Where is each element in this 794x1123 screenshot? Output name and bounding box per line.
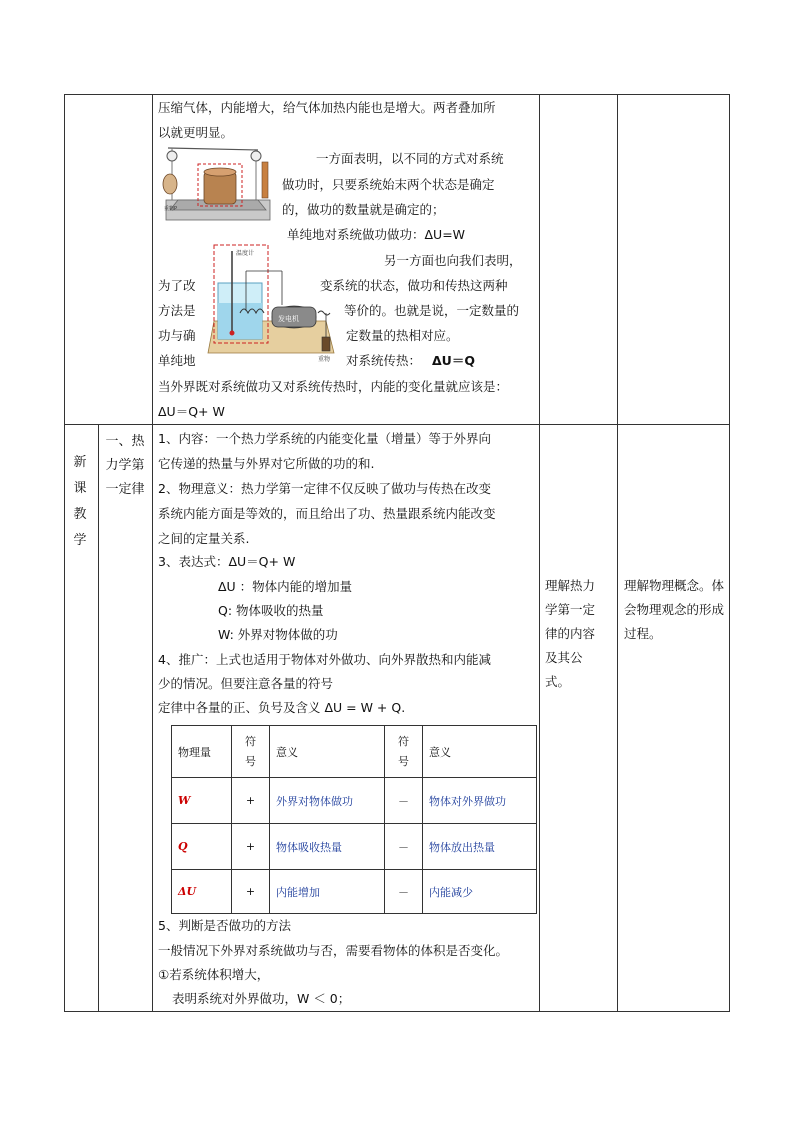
design-intent: 理解物理概念。体会物理观念的形成过程。 — [624, 578, 725, 641]
content-line: 3、表达式：ΔU＝Q+ W — [158, 554, 296, 569]
grid-line-v3 — [539, 94, 540, 1012]
top-text-line: 为了改 — [158, 278, 196, 293]
top-text-line: 对系统传热： — [346, 353, 422, 368]
top-text-line: 方法是 — [158, 303, 196, 318]
header-cell: 符号 — [385, 726, 423, 778]
header-cell: 意义 — [270, 726, 385, 778]
header-cell: 物理量 — [172, 726, 232, 778]
meaning-cell: 物体吸收热量 — [270, 824, 385, 870]
weight-p-label: 重物P — [164, 206, 178, 212]
top-text-line: 压缩气体，内能增大，给气体加热内能也是增大。两者叠加所 — [158, 100, 496, 115]
content-line: 之间的定量关系. — [158, 531, 250, 546]
top-text-line: 的，做功的数量就是确定的； — [282, 202, 445, 217]
grid-line-h1 — [64, 424, 730, 425]
top-text-line: 一方面表明，以不同的方式对系统 — [316, 151, 504, 166]
joule-weight-apparatus-figure — [158, 142, 278, 228]
header-cell: 意义 — [423, 726, 537, 778]
meaning-cell: 物体对外界做功 — [423, 778, 537, 824]
quantity-symbol: ΔU — [172, 870, 232, 914]
grid-line-v2 — [152, 94, 153, 1012]
stage-label: 新课教学 — [73, 455, 87, 548]
top-text-line: 单纯地对系统做功做功：ΔU=W — [287, 227, 466, 242]
content-line: 系统内能方面是等效的，而且给出了功、热量跟系统内能改变 — [158, 506, 496, 521]
quantity-symbol: Q — [172, 824, 232, 870]
content-line: 定律中各量的正、负号及含义 ΔU = W + Q. — [158, 700, 406, 715]
content-line: 2、物理意义：热力学第一定律不仅反映了做功与传热在改变 — [158, 481, 491, 496]
top-text-line: 当外界既对系统做功又对系统传热时，内能的变化量就应该是： — [158, 379, 509, 394]
top-text-line: 单纯地 — [158, 353, 196, 368]
sign-cell: + — [232, 824, 270, 870]
quantity-symbol: W — [172, 778, 232, 824]
sign-cell: + — [232, 870, 270, 914]
table-row — [172, 824, 537, 870]
grid-line-v4 — [617, 94, 618, 1012]
student-activity: 理解热力学第一定律的内容及其公式。 — [545, 578, 596, 689]
meaning-cell: 内能减少 — [423, 870, 537, 914]
top-text-line: 功与确 — [158, 328, 196, 343]
weight-label: 重物 — [318, 356, 331, 363]
sign-cell: － — [385, 824, 423, 870]
content-line: 5、判断是否做功的方法 — [158, 918, 291, 933]
top-text-line: 做功时，只要系统始末两个状态是确定 — [282, 177, 495, 192]
top-text-line: 等价的。也就是说，一定数量的 — [344, 303, 520, 318]
content-line: 一般情况下外界对系统做功与否，需要看物体的体积是否变化。 — [158, 943, 509, 958]
content-line: 1、内容：一个热力学系统的内能变化量（增量）等于外界向 — [158, 431, 491, 446]
table-header-row — [172, 726, 537, 778]
top-text-line: ΔU＝Q+ W — [158, 404, 225, 419]
top-text-line: 以就更明显。 — [158, 125, 234, 140]
top-text-line: 定数量的热相对应。 — [346, 328, 459, 343]
content-line: 少的情况。但要注意各量的符号 — [158, 676, 334, 691]
table-row — [172, 778, 537, 824]
content-line: ①若系统体积增大， — [158, 967, 270, 982]
content-line: Q: 物体吸收的热量 — [218, 603, 324, 618]
content-line: 它传递的热量与外界对它所做的功的和. — [158, 456, 375, 471]
content-line: 表明系统对外界做功，W ＜ 0； — [172, 991, 351, 1006]
sign-cell: － — [385, 870, 423, 914]
sign-cell: + — [232, 778, 270, 824]
grid-line-v1 — [98, 424, 99, 1012]
thermometer-label: 温度计 — [236, 250, 255, 257]
top-text-line: 变系统的状态，做功和传热这两种 — [320, 278, 508, 293]
generator-label: 发电机 — [278, 315, 299, 323]
generator-heating-figure — [206, 241, 342, 363]
meaning-cell: 内能增加 — [270, 870, 385, 914]
table-row — [172, 870, 537, 914]
heat-formula: ΔU＝Q — [432, 353, 475, 368]
content-line: ΔU ：物体内能的增加量 — [218, 579, 353, 594]
top-text-line: 另一方面也向我们表明， — [384, 253, 522, 268]
header-cell: 符号 — [232, 726, 270, 778]
topic-label: 一、热力学第一定律 — [105, 434, 145, 497]
meaning-cell: 外界对物体做功 — [270, 778, 385, 824]
sign-cell: － — [385, 778, 423, 824]
sign-convention-table — [171, 725, 537, 914]
meaning-cell: 物体放出热量 — [423, 824, 537, 870]
content-line: W: 外界对物体做的功 — [218, 627, 338, 642]
content-line: 4、推广：上式也适用于物体对外做功、向外界散热和内能减 — [158, 652, 491, 667]
